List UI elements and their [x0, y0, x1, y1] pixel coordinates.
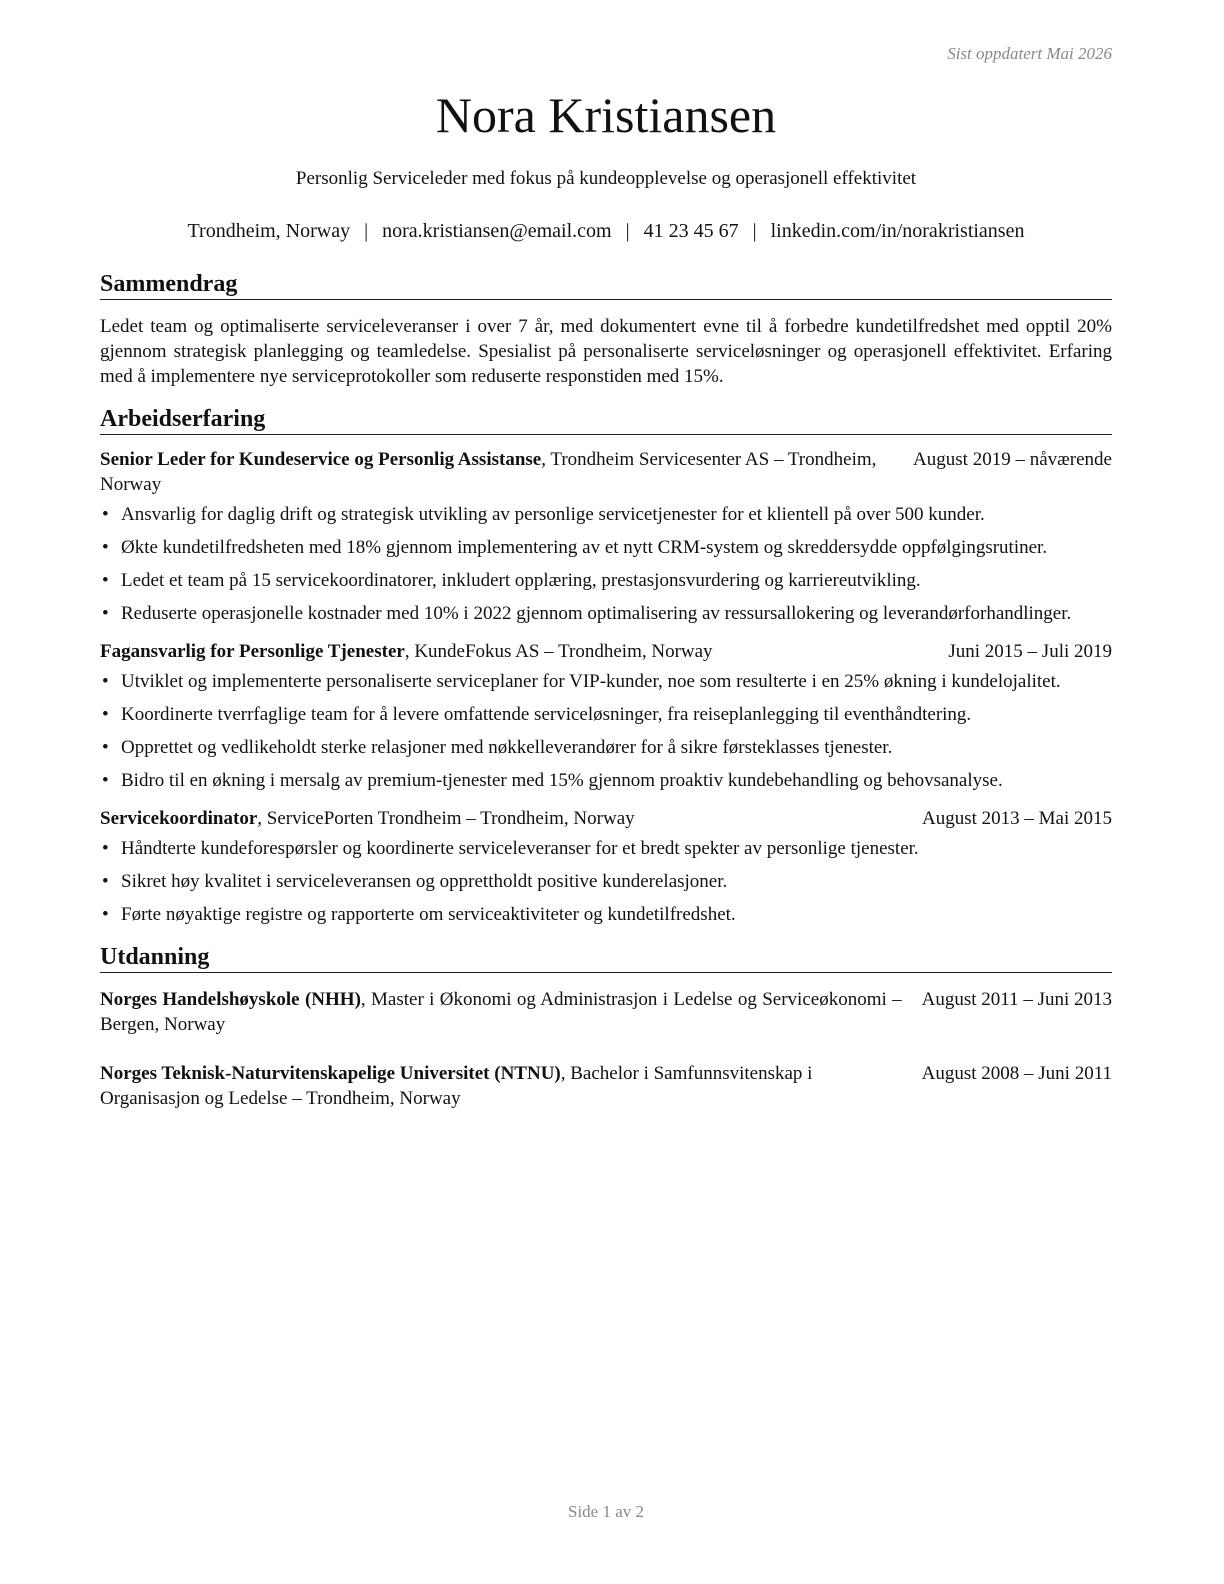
job-bullets — [100, 502, 1112, 626]
job-bullet: • Opprettet og vedlikeholdt sterke relasjoner med nøkkelleverandører for å sikre førsteklasses tjenester. — [100, 735, 1112, 760]
education-entry — [100, 1061, 1112, 1111]
contact-separator: | — [364, 220, 369, 242]
job-bullet: • Håndterte kundeforespørsler og koordinerte serviceleveranser for et bredt spekter av personlige tjenester. — [100, 836, 1112, 861]
experience-section — [100, 405, 1112, 927]
last-updated: Sist oppdatert Mai 2026 — [947, 44, 1112, 63]
candidate-subtitle: Personlig Serviceleder med fokus på kundeopplevelse og operasjonell effektivitet — [295, 168, 917, 189]
education-details: , Master i Økonomi og Administrasjon i Ledelse og Serviceøkonomi – Bergen, Norway — [100, 989, 902, 1035]
job-details: , ServicePorten Trondheim – Trondheim, Norway — [257, 808, 635, 829]
resume-body — [100, 270, 1112, 1111]
page-number: Side 1 av 2 — [567, 1502, 645, 1521]
job-bullet: • Reduserte operasjonelle kostnader med 10% i 2022 gjennom optimalisering av ressursallokering og leverandørforhandlinger. — [100, 601, 1112, 626]
job-header — [100, 447, 1112, 497]
job-date: Juni 2015 – Juli 2019 — [948, 641, 1112, 662]
contact-email[interactable]: nora.kristiansen@email.com — [382, 220, 612, 242]
job-bullet: • Økte kundetilfredsheten med 18% gjennom implementering av et nytt CRM-system og skreddersydde oppfølgingsrutiner. — [100, 535, 1112, 560]
contact-location: Trondheim, Norway — [187, 220, 351, 242]
contact-phone: 41 23 45 67 — [643, 220, 739, 242]
summary-section — [100, 270, 1112, 389]
job-details: , KundeFokus AS – Trondheim, Norway — [404, 641, 713, 662]
contact-separator: | — [752, 220, 757, 242]
education-school: Norges Teknisk-Naturvitenskapelige Universitet (NTNU) — [100, 1063, 561, 1084]
job-entry — [100, 806, 1112, 927]
education-school: Norges Handelshøyskole (NHH) — [100, 989, 361, 1010]
job-entry — [100, 447, 1112, 626]
job-bullet: • Utviklet og implementerte personaliserte serviceplaner for VIP-kunder, noe som resulterte i en 25% økning i kundelojalitet. — [100, 669, 1112, 694]
summary-title: Sammendrag — [100, 270, 1112, 300]
job-bullets — [100, 836, 1112, 927]
resume-page — [100, 0, 1112, 1584]
education-details: , Bachelor i Samfunnsvitenskap i Organisasjon og Ledelse – Trondheim, Norway — [100, 1063, 813, 1109]
job-date: August 2019 – nåværende — [913, 449, 1112, 470]
job-bullet: • Ledet et team på 15 servicekoordinatorer, inkludert opplæring, prestasjonsvurdering og karriereutvikling. — [100, 568, 1112, 593]
job-bullet: • Ansvarlig for daglig drift og strategisk utvikling av personlige servicetjenester for et klientell på over 500 kunder. — [100, 502, 1112, 527]
contact-line — [100, 220, 1112, 243]
job-role: Servicekoordinator — [100, 808, 258, 829]
job-header — [100, 806, 1112, 831]
contact-linkedin[interactable]: linkedin.com/in/norakristiansen — [770, 220, 1025, 242]
candidate-name: Nora Kristiansen — [435, 87, 777, 143]
education-section — [100, 943, 1112, 1111]
job-bullets — [100, 669, 1112, 793]
experience-title: Arbeidserfaring — [100, 405, 1112, 435]
job-bullet: • Sikret høy kvalitet i serviceleveransen og opprettholdt positive kunderelasjoner. — [100, 869, 1112, 894]
job-entry — [100, 639, 1112, 793]
job-bullet: • Bidro til en økning i mersalg av premium-tjenester med 15% gjennom proaktiv kundebehandling og behovsanalyse. — [100, 768, 1112, 793]
job-details: , Trondheim Servicesenter AS – Trondheim, Norway — [100, 449, 877, 495]
job-bullet: • Førte nøyaktige registre og rapporterte om serviceaktiviteter og kundetilfredshet. — [100, 902, 1112, 927]
education-date: August 2011 – Juni 2013 — [921, 989, 1112, 1010]
job-bullet: • Koordinerte tverrfaglige team for å levere omfattende serviceløsninger, fra reiseplanlegging til eventhåndtering. — [100, 702, 1112, 727]
job-date: August 2013 – Mai 2015 — [922, 808, 1112, 829]
summary-text: Ledet team og optimaliserte serviceleveranser i over 7 år, med dokumentert evne til å forbedre kundetilfredshet med opptil 20% gjennom strategisk planlegging og teamledelse. Spesialist på personaliserte serviceløsninger og operasjonell effektivitet. Erfaring med å implementere nye serviceprotokoller som reduserte responstiden med 15%. — [100, 316, 1112, 387]
contact-separator: | — [625, 220, 630, 242]
job-role: Fagansvarlig for Personlige Tjenester — [100, 641, 405, 662]
job-header — [100, 639, 1112, 664]
education-date: August 2008 – Juni 2011 — [921, 1063, 1112, 1084]
education-title: Utdanning — [100, 943, 1112, 973]
job-role: Senior Leder for Kundeservice og Personlig Assistanse — [100, 449, 542, 470]
education-entry — [100, 987, 1112, 1037]
